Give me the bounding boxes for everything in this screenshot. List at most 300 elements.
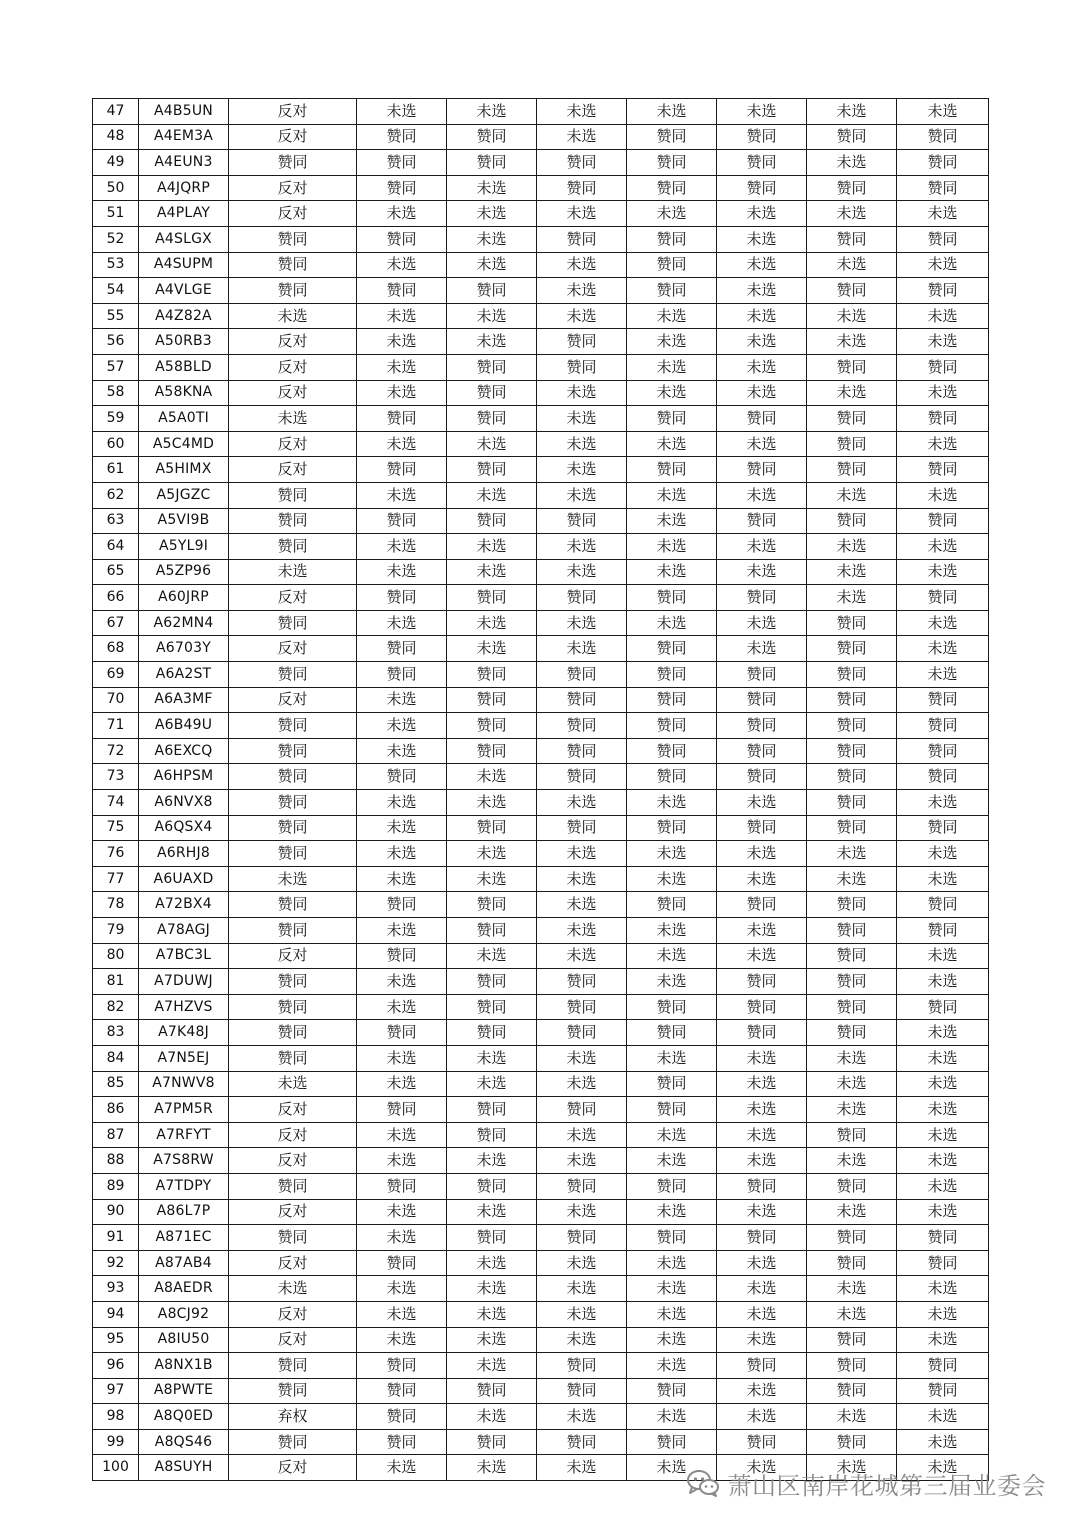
owner-code-cell: A5HIMX	[139, 457, 229, 483]
vote-item-8-cell: 赞同	[897, 1250, 989, 1276]
vote-item-1-cell: 未选	[229, 866, 357, 892]
vote-item-8-cell: 赞同	[897, 226, 989, 252]
vote-item-8-cell: 赞同	[897, 175, 989, 201]
vote-item-3-cell: 赞同	[447, 662, 537, 688]
vote-item-1-cell: 赞同	[229, 1173, 357, 1199]
vote-item-2-cell: 赞同	[357, 1378, 447, 1404]
vote-item-7-cell: 赞同	[807, 278, 897, 304]
owner-code-cell: A8IU50	[139, 1327, 229, 1353]
vote-item-5-cell: 未选	[627, 559, 717, 585]
vote-item-5-cell: 赞同	[627, 1020, 717, 1046]
row-number-cell: 94	[93, 1301, 139, 1327]
vote-item-2-cell: 赞同	[357, 764, 447, 790]
vote-item-3-cell: 未选	[447, 201, 537, 227]
vote-item-1-cell: 反对	[229, 99, 357, 125]
vote-item-2-cell: 未选	[357, 1301, 447, 1327]
vote-item-2-cell: 赞同	[357, 1429, 447, 1455]
vote-item-6-cell: 赞同	[717, 508, 807, 534]
vote-item-5-cell: 赞同	[627, 1378, 717, 1404]
vote-item-7-cell: 赞同	[807, 1378, 897, 1404]
vote-item-5-cell: 未选	[627, 380, 717, 406]
vote-item-1-cell: 反对	[229, 943, 357, 969]
vote-item-3-cell: 未选	[447, 175, 537, 201]
vote-item-6-cell: 未选	[717, 1250, 807, 1276]
vote-item-8-cell: 未选	[897, 1455, 989, 1481]
vote-item-3-cell: 赞同	[447, 969, 537, 995]
vote-item-5-cell: 未选	[627, 841, 717, 867]
owner-code-cell: A8SUYH	[139, 1455, 229, 1481]
vote-item-1-cell: 赞同	[229, 1045, 357, 1071]
vote-item-5-cell: 未选	[627, 1199, 717, 1225]
table-row	[93, 994, 989, 1020]
table-row	[93, 124, 989, 150]
vote-item-2-cell: 未选	[357, 201, 447, 227]
vote-item-2-cell: 未选	[357, 252, 447, 278]
vote-item-8-cell: 赞同	[897, 738, 989, 764]
vote-item-7-cell: 未选	[807, 150, 897, 176]
vote-item-2-cell: 未选	[357, 303, 447, 329]
table-row	[93, 534, 989, 560]
vote-item-2-cell: 未选	[357, 380, 447, 406]
vote-item-8-cell: 未选	[897, 610, 989, 636]
vote-item-1-cell: 赞同	[229, 1225, 357, 1251]
vote-item-8-cell: 未选	[897, 201, 989, 227]
vote-item-1-cell: 赞同	[229, 1353, 357, 1379]
owner-code-cell: A4EUN3	[139, 150, 229, 176]
owner-code-cell: A8Q0ED	[139, 1404, 229, 1430]
vote-item-4-cell: 未选	[537, 636, 627, 662]
vote-item-2-cell: 未选	[357, 1225, 447, 1251]
vote-item-3-cell: 赞同	[447, 1429, 537, 1455]
vote-item-5-cell: 未选	[627, 1327, 717, 1353]
vote-item-4-cell: 赞同	[537, 585, 627, 611]
vote-item-2-cell: 赞同	[357, 278, 447, 304]
vote-item-7-cell: 赞同	[807, 815, 897, 841]
vote-item-1-cell: 赞同	[229, 482, 357, 508]
owner-code-cell: A87AB4	[139, 1250, 229, 1276]
vote-item-1-cell: 赞同	[229, 1378, 357, 1404]
vote-item-3-cell: 未选	[447, 534, 537, 560]
row-number-cell: 76	[93, 841, 139, 867]
row-number-cell: 63	[93, 508, 139, 534]
vote-item-8-cell: 未选	[897, 1301, 989, 1327]
vote-item-5-cell: 未选	[627, 1455, 717, 1481]
vote-item-3-cell: 赞同	[447, 1173, 537, 1199]
vote-item-3-cell: 未选	[447, 99, 537, 125]
vote-item-4-cell: 未选	[537, 1071, 627, 1097]
row-number-cell: 70	[93, 687, 139, 713]
vote-item-7-cell: 赞同	[807, 1173, 897, 1199]
row-number-cell: 58	[93, 380, 139, 406]
vote-item-6-cell: 未选	[717, 1122, 807, 1148]
table-row	[93, 1276, 989, 1302]
table-row	[93, 226, 989, 252]
vote-item-1-cell: 反对	[229, 175, 357, 201]
vote-item-3-cell: 赞同	[447, 815, 537, 841]
vote-item-1-cell: 反对	[229, 585, 357, 611]
vote-item-3-cell: 赞同	[447, 738, 537, 764]
row-number-cell: 93	[93, 1276, 139, 1302]
vote-item-3-cell: 赞同	[447, 892, 537, 918]
owner-code-cell: A4Z82A	[139, 303, 229, 329]
vote-item-8-cell: 赞同	[897, 150, 989, 176]
vote-item-8-cell: 未选	[897, 380, 989, 406]
row-number-cell: 57	[93, 354, 139, 380]
vote-item-7-cell: 赞同	[807, 764, 897, 790]
table-row	[93, 406, 989, 432]
vote-item-5-cell: 未选	[627, 1122, 717, 1148]
vote-item-3-cell: 未选	[447, 559, 537, 585]
vote-item-1-cell: 赞同	[229, 790, 357, 816]
vote-item-6-cell: 未选	[717, 380, 807, 406]
owner-code-cell: A7NWV8	[139, 1071, 229, 1097]
vote-item-1-cell: 反对	[229, 1148, 357, 1174]
vote-item-6-cell: 未选	[717, 790, 807, 816]
owner-code-cell: A4JQRP	[139, 175, 229, 201]
row-number-cell: 91	[93, 1225, 139, 1251]
vote-item-4-cell: 未选	[537, 303, 627, 329]
table-row	[93, 1301, 989, 1327]
vote-item-7-cell: 未选	[807, 99, 897, 125]
vote-item-6-cell: 赞同	[717, 815, 807, 841]
row-number-cell: 75	[93, 815, 139, 841]
vote-item-1-cell: 赞同	[229, 226, 357, 252]
owner-code-cell: A4SUPM	[139, 252, 229, 278]
vote-item-5-cell: 赞同	[627, 1097, 717, 1123]
vote-item-2-cell: 未选	[357, 994, 447, 1020]
vote-item-1-cell: 未选	[229, 303, 357, 329]
vote-item-5-cell: 未选	[627, 1301, 717, 1327]
table-row	[93, 892, 989, 918]
vote-item-6-cell: 未选	[717, 278, 807, 304]
vote-item-4-cell: 未选	[537, 1045, 627, 1071]
row-number-cell: 53	[93, 252, 139, 278]
vote-item-6-cell: 赞同	[717, 687, 807, 713]
vote-item-5-cell: 赞同	[627, 892, 717, 918]
vote-item-8-cell: 未选	[897, 1097, 989, 1123]
vote-item-6-cell: 赞同	[717, 1429, 807, 1455]
vote-item-6-cell: 未选	[717, 636, 807, 662]
vote-item-4-cell: 未选	[537, 431, 627, 457]
vote-item-7-cell: 赞同	[807, 1429, 897, 1455]
vote-item-4-cell: 未选	[537, 252, 627, 278]
owner-code-cell: A6HPSM	[139, 764, 229, 790]
vote-item-7-cell: 未选	[807, 303, 897, 329]
vote-item-3-cell: 未选	[447, 431, 537, 457]
vote-item-5-cell: 赞同	[627, 585, 717, 611]
owner-code-cell: A5VI9B	[139, 508, 229, 534]
vote-item-4-cell: 赞同	[537, 354, 627, 380]
vote-item-4-cell: 未选	[537, 99, 627, 125]
vote-item-2-cell: 赞同	[357, 1173, 447, 1199]
owner-code-cell: A6EXCQ	[139, 738, 229, 764]
vote-item-5-cell: 未选	[627, 1045, 717, 1071]
vote-item-3-cell: 赞同	[447, 713, 537, 739]
vote-item-4-cell: 未选	[537, 943, 627, 969]
vote-item-3-cell: 赞同	[447, 1097, 537, 1123]
vote-item-5-cell: 赞同	[627, 662, 717, 688]
owner-code-cell: A871EC	[139, 1225, 229, 1251]
vote-item-6-cell: 未选	[717, 943, 807, 969]
vote-item-3-cell: 赞同	[447, 1225, 537, 1251]
vote-item-7-cell: 未选	[807, 1148, 897, 1174]
vote-item-6-cell: 未选	[717, 1404, 807, 1430]
vote-item-3-cell: 未选	[447, 943, 537, 969]
vote-item-4-cell: 未选	[537, 841, 627, 867]
vote-item-8-cell: 赞同	[897, 994, 989, 1020]
vote-item-7-cell: 未选	[807, 1455, 897, 1481]
vote-item-5-cell: 未选	[627, 969, 717, 995]
vote-item-4-cell: 未选	[537, 866, 627, 892]
owner-code-cell: A6RHJ8	[139, 841, 229, 867]
vote-item-4-cell: 未选	[537, 278, 627, 304]
vote-item-4-cell: 赞同	[537, 1378, 627, 1404]
vote-item-4-cell: 未选	[537, 534, 627, 560]
vote-item-7-cell: 未选	[807, 841, 897, 867]
vote-item-7-cell: 赞同	[807, 687, 897, 713]
vote-item-7-cell: 赞同	[807, 1225, 897, 1251]
vote-item-7-cell: 赞同	[807, 1327, 897, 1353]
vote-item-1-cell: 赞同	[229, 815, 357, 841]
table-row	[93, 482, 989, 508]
vote-item-1-cell: 反对	[229, 1097, 357, 1123]
vote-item-1-cell: 赞同	[229, 610, 357, 636]
vote-item-6-cell: 赞同	[717, 150, 807, 176]
table-row	[93, 687, 989, 713]
table-row	[93, 969, 989, 995]
vote-item-6-cell: 未选	[717, 252, 807, 278]
vote-item-3-cell: 未选	[447, 1071, 537, 1097]
vote-item-1-cell: 赞同	[229, 662, 357, 688]
row-number-cell: 66	[93, 585, 139, 611]
table-row	[93, 585, 989, 611]
owner-code-cell: A72BX4	[139, 892, 229, 918]
vote-item-7-cell: 赞同	[807, 1122, 897, 1148]
vote-item-2-cell: 未选	[357, 713, 447, 739]
row-number-cell: 78	[93, 892, 139, 918]
vote-item-2-cell: 未选	[357, 841, 447, 867]
vote-item-6-cell: 未选	[717, 918, 807, 944]
vote-item-6-cell: 未选	[717, 1378, 807, 1404]
vote-item-7-cell: 未选	[807, 585, 897, 611]
vote-item-4-cell: 赞同	[537, 994, 627, 1020]
vote-item-8-cell: 未选	[897, 1148, 989, 1174]
table-row	[93, 738, 989, 764]
vote-item-1-cell: 未选	[229, 559, 357, 585]
vote-item-5-cell: 赞同	[627, 636, 717, 662]
vote-item-5-cell: 赞同	[627, 738, 717, 764]
vote-item-3-cell: 赞同	[447, 406, 537, 432]
table-row	[93, 636, 989, 662]
vote-item-7-cell: 赞同	[807, 610, 897, 636]
vote-item-6-cell: 赞同	[717, 892, 807, 918]
vote-item-7-cell: 赞同	[807, 738, 897, 764]
owner-code-cell: A7HZVS	[139, 994, 229, 1020]
owner-code-cell: A7TDPY	[139, 1173, 229, 1199]
row-number-cell: 97	[93, 1378, 139, 1404]
vote-item-3-cell: 赞同	[447, 354, 537, 380]
vote-item-2-cell: 赞同	[357, 175, 447, 201]
vote-item-8-cell: 未选	[897, 1045, 989, 1071]
vote-item-7-cell: 未选	[807, 329, 897, 355]
vote-item-3-cell: 未选	[447, 610, 537, 636]
vote-item-6-cell: 未选	[717, 1045, 807, 1071]
owner-code-cell: A86L7P	[139, 1199, 229, 1225]
vote-item-2-cell: 未选	[357, 1148, 447, 1174]
vote-item-2-cell: 未选	[357, 1276, 447, 1302]
table-row	[93, 1020, 989, 1046]
table-row	[93, 329, 989, 355]
row-number-cell: 95	[93, 1327, 139, 1353]
vote-item-3-cell: 未选	[447, 790, 537, 816]
vote-item-4-cell: 未选	[537, 1199, 627, 1225]
vote-item-5-cell: 赞同	[627, 457, 717, 483]
vote-item-8-cell: 未选	[897, 534, 989, 560]
table-row	[93, 1199, 989, 1225]
vote-item-2-cell: 未选	[357, 687, 447, 713]
vote-item-1-cell: 赞同	[229, 1020, 357, 1046]
vote-item-7-cell: 赞同	[807, 969, 897, 995]
vote-item-2-cell: 未选	[357, 559, 447, 585]
table-row	[93, 1225, 989, 1251]
vote-item-7-cell: 赞同	[807, 175, 897, 201]
vote-item-8-cell: 未选	[897, 790, 989, 816]
vote-item-1-cell: 反对	[229, 380, 357, 406]
table-row	[93, 1071, 989, 1097]
vote-item-8-cell: 未选	[897, 252, 989, 278]
vote-item-8-cell: 未选	[897, 1199, 989, 1225]
vote-item-2-cell: 赞同	[357, 1250, 447, 1276]
row-number-cell: 79	[93, 918, 139, 944]
owner-code-cell: A5YL9I	[139, 534, 229, 560]
vote-item-8-cell: 赞同	[897, 124, 989, 150]
vote-item-4-cell: 赞同	[537, 815, 627, 841]
owner-code-cell: A4PLAY	[139, 201, 229, 227]
vote-item-5-cell: 未选	[627, 99, 717, 125]
vote-item-2-cell: 未选	[357, 1327, 447, 1353]
vote-item-7-cell: 赞同	[807, 457, 897, 483]
vote-item-1-cell: 赞同	[229, 150, 357, 176]
table-row	[93, 431, 989, 457]
vote-item-4-cell: 赞同	[537, 1225, 627, 1251]
vote-item-1-cell: 赞同	[229, 278, 357, 304]
vote-item-3-cell: 未选	[447, 1353, 537, 1379]
vote-item-7-cell: 未选	[807, 1276, 897, 1302]
vote-item-7-cell: 赞同	[807, 713, 897, 739]
vote-item-1-cell: 反对	[229, 1122, 357, 1148]
vote-item-3-cell: 未选	[447, 866, 537, 892]
vote-item-8-cell: 赞同	[897, 764, 989, 790]
vote-item-2-cell: 赞同	[357, 124, 447, 150]
row-number-cell: 61	[93, 457, 139, 483]
table-row	[93, 99, 989, 125]
table-row	[93, 380, 989, 406]
vote-item-2-cell: 未选	[357, 354, 447, 380]
table-row	[93, 150, 989, 176]
vote-item-8-cell: 赞同	[897, 713, 989, 739]
vote-item-5-cell: 未选	[627, 1276, 717, 1302]
vote-item-1-cell: 反对	[229, 1250, 357, 1276]
vote-item-2-cell: 赞同	[357, 1097, 447, 1123]
vote-item-3-cell: 未选	[447, 764, 537, 790]
row-number-cell: 80	[93, 943, 139, 969]
vote-item-5-cell: 未选	[627, 1148, 717, 1174]
vote-item-4-cell: 赞同	[537, 1173, 627, 1199]
vote-item-8-cell: 赞同	[897, 1378, 989, 1404]
row-number-cell: 48	[93, 124, 139, 150]
vote-item-6-cell: 未选	[717, 99, 807, 125]
vote-item-8-cell: 未选	[897, 1327, 989, 1353]
vote-item-2-cell: 赞同	[357, 1353, 447, 1379]
row-number-cell: 68	[93, 636, 139, 662]
vote-item-7-cell: 赞同	[807, 1353, 897, 1379]
vote-item-1-cell: 赞同	[229, 841, 357, 867]
owner-code-cell: A7S8RW	[139, 1148, 229, 1174]
vote-item-1-cell: 赞同	[229, 738, 357, 764]
vote-item-3-cell: 赞同	[447, 918, 537, 944]
vote-item-2-cell: 赞同	[357, 1020, 447, 1046]
vote-item-7-cell: 未选	[807, 252, 897, 278]
table-row	[93, 508, 989, 534]
owner-code-cell: A5ZP96	[139, 559, 229, 585]
vote-item-2-cell: 赞同	[357, 226, 447, 252]
vote-item-3-cell: 赞同	[447, 1122, 537, 1148]
vote-item-8-cell: 未选	[897, 866, 989, 892]
table-row	[93, 764, 989, 790]
vote-item-5-cell: 未选	[627, 431, 717, 457]
row-number-cell: 51	[93, 201, 139, 227]
vote-item-7-cell: 赞同	[807, 892, 897, 918]
vote-item-6-cell: 未选	[717, 1455, 807, 1481]
vote-item-8-cell: 赞同	[897, 815, 989, 841]
vote-item-4-cell: 未选	[537, 124, 627, 150]
vote-item-6-cell: 未选	[717, 482, 807, 508]
row-number-cell: 86	[93, 1097, 139, 1123]
table-row	[93, 457, 989, 483]
vote-item-7-cell: 未选	[807, 1404, 897, 1430]
table-body	[93, 99, 989, 1481]
vote-item-1-cell: 未选	[229, 406, 357, 432]
vote-item-6-cell: 未选	[717, 610, 807, 636]
row-number-cell: 54	[93, 278, 139, 304]
vote-item-3-cell: 未选	[447, 1250, 537, 1276]
table-row	[93, 713, 989, 739]
vote-item-2-cell: 未选	[357, 99, 447, 125]
vote-item-6-cell: 赞同	[717, 969, 807, 995]
table-row	[93, 303, 989, 329]
vote-item-5-cell: 赞同	[627, 687, 717, 713]
owner-code-cell: A8NX1B	[139, 1353, 229, 1379]
vote-item-2-cell: 赞同	[357, 508, 447, 534]
vote-item-4-cell: 未选	[537, 457, 627, 483]
owner-code-cell: A6B49U	[139, 713, 229, 739]
vote-item-8-cell: 未选	[897, 969, 989, 995]
vote-item-8-cell: 未选	[897, 99, 989, 125]
row-number-cell: 73	[93, 764, 139, 790]
vote-item-5-cell: 赞同	[627, 175, 717, 201]
vote-item-3-cell: 未选	[447, 1148, 537, 1174]
vote-item-4-cell: 赞同	[537, 150, 627, 176]
vote-item-7-cell: 赞同	[807, 1250, 897, 1276]
vote-item-6-cell: 赞同	[717, 713, 807, 739]
vote-item-1-cell: 反对	[229, 687, 357, 713]
vote-item-3-cell: 未选	[447, 1276, 537, 1302]
vote-item-6-cell: 未选	[717, 1327, 807, 1353]
vote-item-2-cell: 未选	[357, 815, 447, 841]
vote-item-3-cell: 未选	[447, 226, 537, 252]
vote-item-5-cell: 赞同	[627, 406, 717, 432]
owner-code-cell: A60JRP	[139, 585, 229, 611]
